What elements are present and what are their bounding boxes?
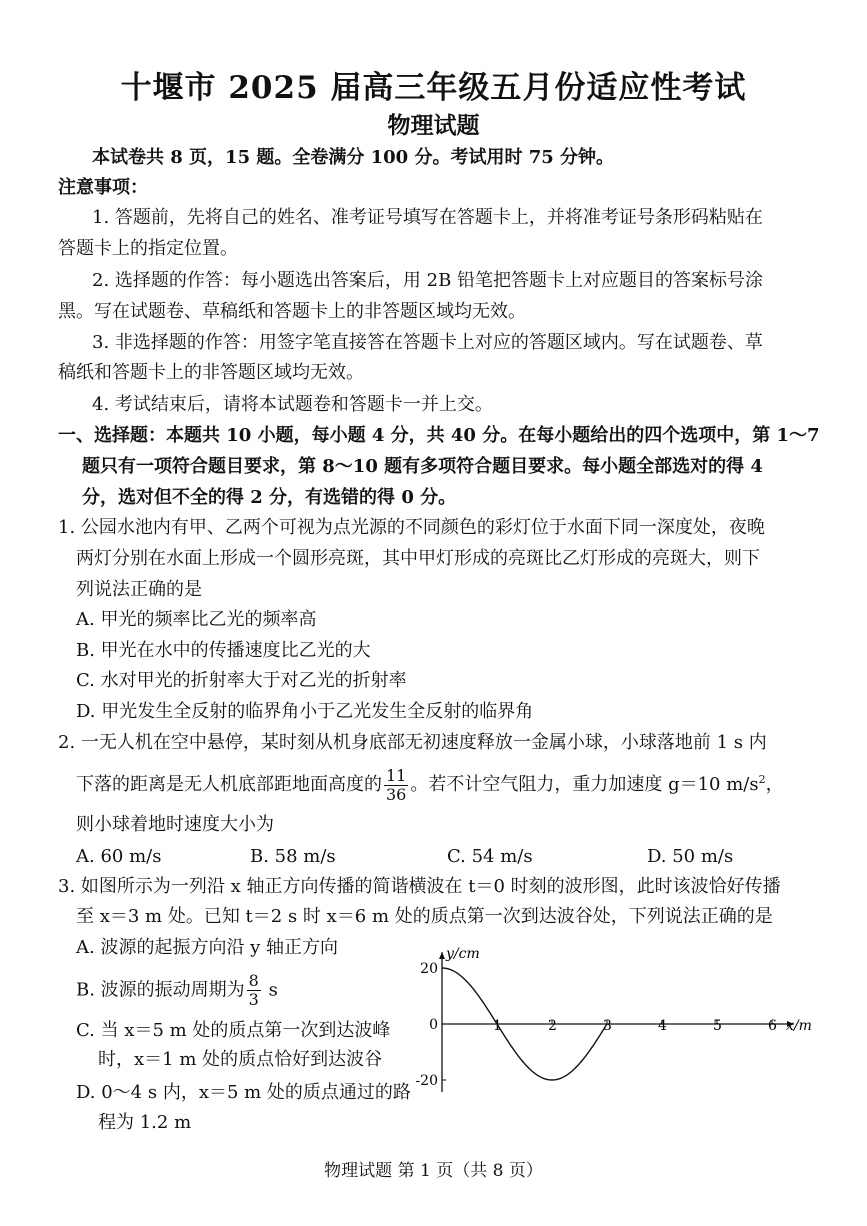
q3-option-a: A. 波源的起振方向沿 y 轴正方向 [76, 937, 339, 958]
notice-line: 黑。写在试题卷、草稿纸和答题卡上的非答题区域均无效。 [58, 301, 526, 322]
q1-stem: 1. 公园水池内有甲、乙两个可视为点光源的不同颜色的彩灯位于水面下同一深度处，夜晚 [58, 517, 765, 538]
x-tick-label: 5 [713, 1018, 722, 1034]
notice-line: 答题卡上的指定位置。 [58, 238, 238, 259]
q2-stem: 则小球着地时速度大小为 [76, 814, 274, 835]
q2-stem-text: 。若不计空气阻力，重力加速度 g＝10 m/s [410, 774, 759, 795]
q1-option-c: C. 水对甲光的折射率大于对乙光的折射率 [76, 670, 407, 691]
section-heading: 题只有一项符合题目要求，第 8～10 题有多项符合题目要求。每小题全部选对的得 4 [82, 456, 763, 477]
q3-option-c: C. 当 x＝5 m 处的质点第一次到达波峰 [76, 1020, 391, 1041]
notice-line: 3. 非选择题的作答：用签字笔直接答在答题卡上对应的答题区域内。写在试题卷、草 [92, 332, 763, 353]
q3-option-d: 程为 1.2 m [98, 1112, 192, 1133]
q3-stem: 至 x＝3 m 处。已知 t＝2 s 时 x＝6 m 处的质点第一次到达波谷处，下列说法正确的是 [76, 906, 773, 927]
y-tick-label: -20 [415, 1073, 438, 1089]
q2-stem [76, 765, 784, 804]
q2-option-c: C. 54 m/s [447, 846, 533, 867]
q2-option-d: D. 50 m/s [647, 846, 734, 867]
y-axis-arrow [439, 952, 445, 959]
notice-line: 4. 考试结束后，请将本试题卷和答题卡一并上交。 [92, 394, 493, 415]
chart-ticks [415, 961, 777, 1089]
notice-line: 2. 选择题的作答：每小题选出答案后，用 2B 铅笔把答题卡上对应题目的答案标号涂 [92, 270, 764, 291]
q3-option-b [76, 972, 278, 1009]
x-tick-label: 2 [548, 1018, 557, 1034]
q3-stem: 3. 如图所示为一列沿 x 轴正方向传播的简谐横波在 t＝0 时刻的波形图，此时该波恰好传播 [58, 876, 781, 897]
notice-heading: 注意事项： [58, 177, 148, 198]
q3-option-c: 时，x＝1 m 处的质点恰好到达波谷 [98, 1049, 383, 1070]
q2-option-b: B. 58 m/s [250, 846, 336, 867]
x-axis-label: x/m [786, 1018, 812, 1034]
fraction-denominator: 3 [248, 990, 259, 1009]
q1-stem: 两灯分别在水面上形成一个圆形亮斑，其中甲灯形成的亮斑比乙灯形成的亮斑大，则下 [76, 548, 760, 569]
q2-stem-text: 下落的距离是无人机底部距地面高度的 [76, 774, 382, 795]
x-tick-label: 6 [768, 1018, 777, 1034]
q3-option-b-text: B. 波源的振动周期为 [76, 979, 245, 1001]
section-heading: 分，选对但不全的得 2 分，有选错的得 0 分。 [82, 487, 457, 508]
page-footer: 物理试题 第 1 页（共 8 页） [324, 1161, 543, 1181]
q2-fraction [384, 767, 408, 804]
y-axis-label: y/cm [446, 946, 480, 962]
q1-option-a: A. 甲光的频率比乙光的频率高 [76, 609, 317, 630]
exam-subtitle: 物理试题 [387, 112, 480, 139]
section-heading: 一、选择题：本题共 10 小题，每小题 4 分，共 40 分。在每小题给出的四个选项中，第 1～7 [58, 425, 820, 446]
q1-option-b: B. 甲光在水中的传播速度比乙光的大 [76, 640, 371, 661]
q3-option-b-text: s [262, 979, 278, 1001]
fraction-denominator: 36 [386, 784, 407, 804]
q1-option-d: D. 甲光发生全反射的临界角小于乙光发生全反射的临界角 [76, 701, 534, 722]
wave-chart [410, 935, 830, 1110]
exponent: 2 [758, 773, 766, 786]
q2-stem-text: ， [765, 774, 784, 795]
q3-option-d: D. 0～4 s 内，x＝5 m 处的质点通过的路 [76, 1082, 411, 1103]
q1-stem: 列说法正确的是 [76, 579, 202, 600]
x-tick-label: 1 [493, 1018, 502, 1034]
y-tick-label: 20 [420, 961, 438, 977]
notice-line: 1. 答题前，先将自己的姓名、准考证号填写在答题卡上，并将准考证号条形码粘贴在 [92, 207, 763, 228]
x-tick-label: 4 [658, 1018, 667, 1034]
fraction-numerator: 8 [248, 971, 259, 990]
q2-stem: 2. 一无人机在空中悬停，某时刻从机身底部无初速度释放一金属小球，小球落地前 1 s 内 [58, 732, 767, 753]
y-tick-label: 0 [429, 1017, 438, 1033]
fraction-numerator: 11 [386, 765, 407, 785]
q3-fraction [247, 972, 261, 1009]
exam-title: 十堰市 2025 届高三年级五月份适应性考试 [120, 70, 747, 106]
x-tick-label: 3 [603, 1018, 612, 1034]
notice-line: 稿纸和答题卡上的非答题区域均无效。 [58, 362, 364, 383]
q2-option-a: A. 60 m/s [76, 846, 162, 867]
exam-intro: 本试卷共 8 页，15 题。全卷满分 100 分。考试用时 75 分钟。 [92, 147, 615, 168]
